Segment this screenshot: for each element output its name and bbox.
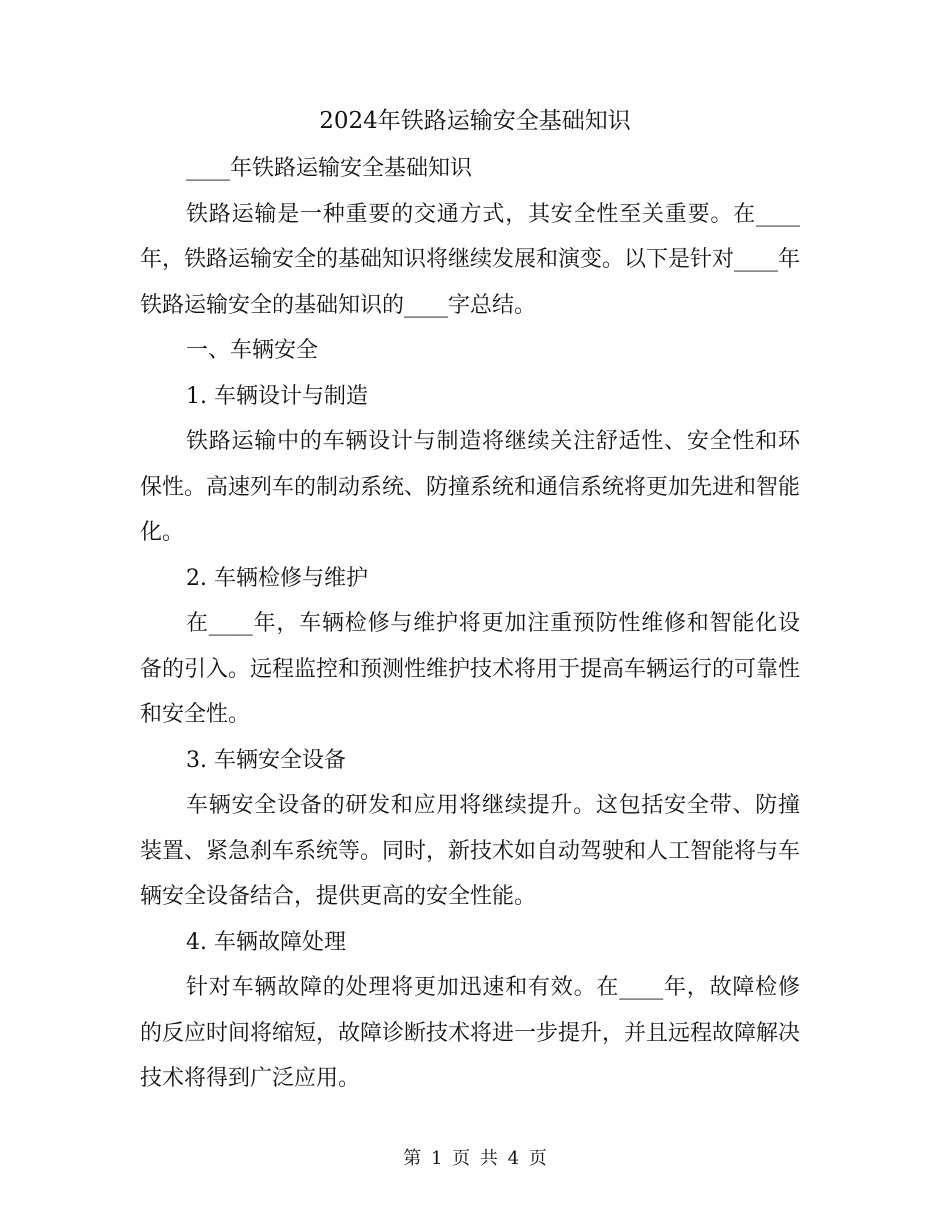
paragraph-fault-handling: 针对车辆故障的处理将更加迅速和有效。在____年，故障检修的反应时间将缩短，故障诊断技术将进一步提升，并且远程故障解决技术将得到广泛应用。 — [140, 975, 801, 1091]
intro-paragraph: 铁路运输是一种重要的交通方式，其安全性至关重要。在____年，铁路运输安全的基础知识将继续发展和演变。以下是针对____年铁路运输安全的基础知识的____字总结。 — [140, 201, 801, 318]
document-body — [140, 146, 800, 1102]
subheading-fault-handling: 4. 车辆故障处理 — [186, 929, 346, 955]
paragraph-inspection-maintenance: 在____年，车辆检修与维护将更加注重预防性维修和智能化设备的引入。远程监控和预测性维护技术将用于提高车辆运行的可靠性和安全性。 — [140, 611, 801, 727]
section-heading-vehicle-safety: 一、车辆安全 — [186, 338, 319, 363]
document-title: 2024年铁路运输安全基础知识 — [319, 108, 631, 134]
page-footer: 第 1 页 共 4 页 — [403, 1148, 547, 1169]
paragraph-design-manufacturing: 铁路运输中的车辆设计与制造将继续关注舒适性、安全性和环保性。高速列车的制动系统、防撞系统和通信系统将更加先进和智能化。 — [140, 429, 801, 545]
paragraph-safety-equipment: 车辆安全设备的研发和应用将继续提升。这包括安全带、防撞装置、紧急刹车系统等。同时，新技术如自动驾驶和人工智能将与车辆安全设备结合，提供更高的安全性能。 — [140, 793, 801, 909]
subtitle-paragraph: ____年铁路运输安全基础知识 — [186, 156, 473, 181]
subheading-inspection-maintenance: 2. 车辆检修与维护 — [186, 565, 368, 591]
subheading-design-manufacturing: 1. 车辆设计与制造 — [186, 383, 368, 409]
subheading-safety-equipment: 3. 车辆安全设备 — [186, 747, 346, 773]
